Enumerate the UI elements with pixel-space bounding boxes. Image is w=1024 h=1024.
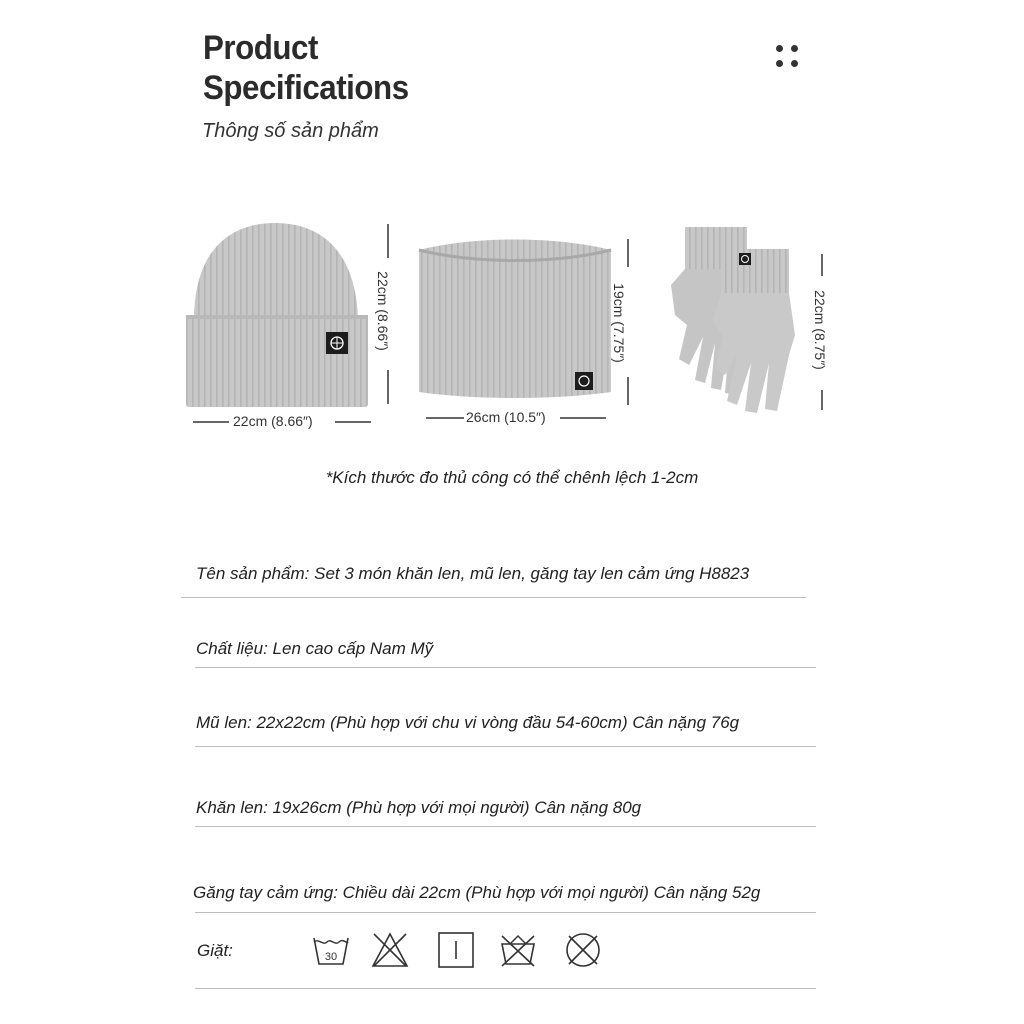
wash-temp-label: 30 [324,951,338,963]
no-dry-clean-icon [563,930,603,970]
hat-width-label: 22cm (8.66″) [233,413,313,429]
divider [195,988,816,989]
measurement-note: *Kích thước đo thủ công có thể chênh lệch 1-2cm [325,468,699,487]
page-subtitle: Thông số sản phẩm [202,120,379,142]
spec-product-name: Tên sản phẩm: Set 3 món khăn len, mũ len, găng tay len cảm ứng H8823 [196,564,750,583]
divider [181,597,806,598]
spec-material: Chất liệu: Len cao cấp Nam Mỹ [196,639,434,658]
gloves-height-label: 22cm (8.75″) [811,290,828,370]
scarf-dimension-lines [420,235,640,435]
spec-hat: Mũ len: 22x22cm (Phù hợp với chu vi vòng đầu 54-60cm) Cân nặng 76g [196,713,740,732]
page-title [203,28,409,108]
no-tumble-dry-icon [498,930,538,970]
care-label: Giặt: [197,941,233,960]
divider [195,667,816,668]
line-dry-icon [436,930,476,970]
wash-30-icon [311,930,351,970]
title-line-1: Product [203,29,318,67]
divider [195,826,816,827]
dots-grid-icon [772,42,802,72]
gloves-image [665,225,805,420]
scarf-width-label: 26cm (10.5″) [466,409,546,425]
divider [195,746,816,747]
spec-gloves: Găng tay cảm ứng: Chiều dài 22cm (Phù hợp với mọi người) Cân nặng 52g [193,883,761,902]
divider [195,912,816,913]
scarf-height-label: 19cm (7.75″) [610,283,627,363]
hat-dimension-lines [185,220,395,435]
spec-scarf: Khăn len: 19x26cm (Phù hợp với mọi người) Cân nặng 80g [196,798,642,817]
title-line-2: Specifications [203,69,409,107]
no-bleach-icon [370,930,410,970]
hat-height-label: 22cm (8.66″) [374,271,391,351]
